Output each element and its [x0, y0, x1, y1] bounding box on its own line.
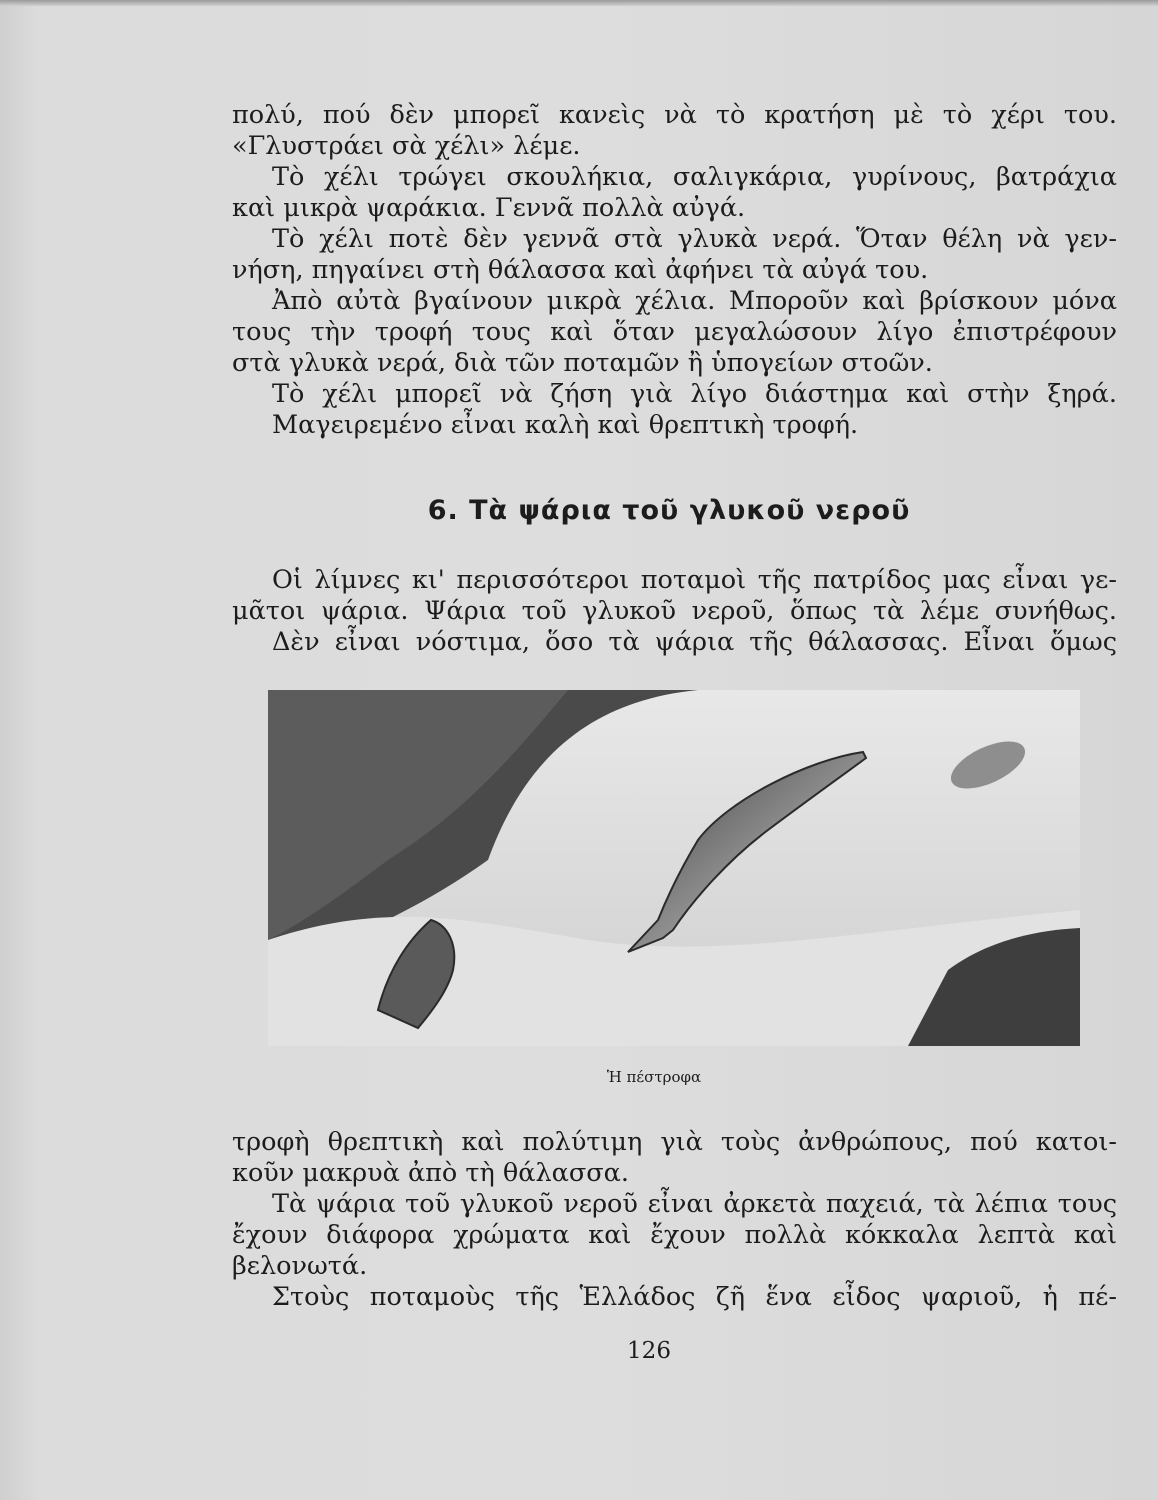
text-line: τροφὴ θρεπτικὴ καὶ πολύτιμη γιὰ τοὺς ἀνθρώπους, πού κατοι-	[232, 1127, 1117, 1157]
section-heading-text: 6. Τὰ ψάρια τοῦ γλυκοῦ νεροῦ	[427, 495, 911, 526]
text-line: βελονωτά.	[232, 1251, 368, 1281]
text-line: «Γλυστράει σὰ χέλι» λέμε.	[232, 131, 581, 161]
page-number	[0, 1338, 1158, 1364]
text-line: πολύ, πού δὲν μπορεῖ κανεὶς νὰ τὸ κρατήση μὲ τὸ χέρι του.	[232, 100, 1117, 130]
page-number-text: 126	[627, 1338, 671, 1364]
text-line: Τὸ χέλι τρώγει σκουλήκια, σαλιγκάρια, γυρίνους, βατράχια	[272, 162, 1117, 192]
text-line: Ἀπὸ αὐτὰ βγαίνουν μικρὰ χέλια. Μποροῦν καὶ βρίσκουν μόνα	[272, 286, 1117, 316]
text-line: κοῦν μακρυὰ ἀπὸ τὴ θάλασσα.	[232, 1158, 629, 1188]
text-line: Τὰ ψάρια τοῦ γλυκοῦ νεροῦ εἶναι ἀρκετὰ παχειά, τὰ λέπια τους	[272, 1189, 1117, 1219]
text-line: Τὸ χέλι ποτὲ δὲν γεννᾶ στὰ γλυκὰ νερά. Ὅταν θέλη νὰ γεν-	[272, 224, 1117, 254]
figure-caption	[0, 1068, 1158, 1086]
trout-illustration	[268, 690, 1080, 1046]
text-line: Στοὺς ποταμοὺς τῆς Ἑλλάδος ζῆ ἕνα εἶδος ψαριοῦ, ἡ πέ-	[272, 1282, 1117, 1312]
text-line: ἔχουν διάφορα χρώματα καὶ ἔχουν πολλὰ κόκκαλα λεπτὰ καὶ	[232, 1220, 1117, 1250]
text-line: καὶ μικρὰ ψαράκια. Γεννᾶ πολλὰ αὐγά.	[232, 193, 746, 223]
paragraph-eel	[232, 100, 1117, 441]
trout-waterfall-image	[268, 690, 1080, 1046]
text-line: Μαγειρεμένο εἶναι καλὴ καὶ θρεπτικὴ τροφή.	[272, 410, 859, 440]
text-line: τους τὴν τροφή τους καὶ ὅταν μεγαλώσουν λίγο ἐπιστρέφουν	[232, 317, 1117, 347]
figure-caption-text: Ἡ πέστροφα	[606, 1068, 702, 1086]
text-line: Οἱ λίμνες κι' περισσότεροι ποταμοὶ τῆς πατρίδος μας εἶναι γε-	[272, 565, 1117, 595]
paragraph-nutrition	[232, 1127, 1117, 1313]
text-line: μᾶτοι ψάρια. Ψάρια τοῦ γλυκοῦ νεροῦ, ὅπως τὰ λέμε συνήθως.	[232, 596, 1117, 626]
page-top-edge	[0, 0, 1158, 6]
text-line: Τὸ χέλι μπορεῖ νὰ ζήση γιὰ λίγο διάστημα καὶ στὴν ξηρά.	[272, 379, 1117, 409]
paragraph-freshwater-fish	[232, 565, 1117, 658]
section-heading	[0, 495, 1158, 526]
text-line: Δὲν εἶναι νόστιμα, ὅσο τὰ ψάρια τῆς θάλασσας. Εἶναι ὅμως	[272, 627, 1117, 657]
text-line: στὰ γλυκὰ νερά, διὰ τῶν ποταμῶν ἢ ὑπογείων στοῶν.	[232, 348, 933, 378]
text-line: νήση, πηγαίνει στὴ θάλασσα καὶ ἀφήνει τὰ αὐγά του.	[232, 255, 929, 285]
